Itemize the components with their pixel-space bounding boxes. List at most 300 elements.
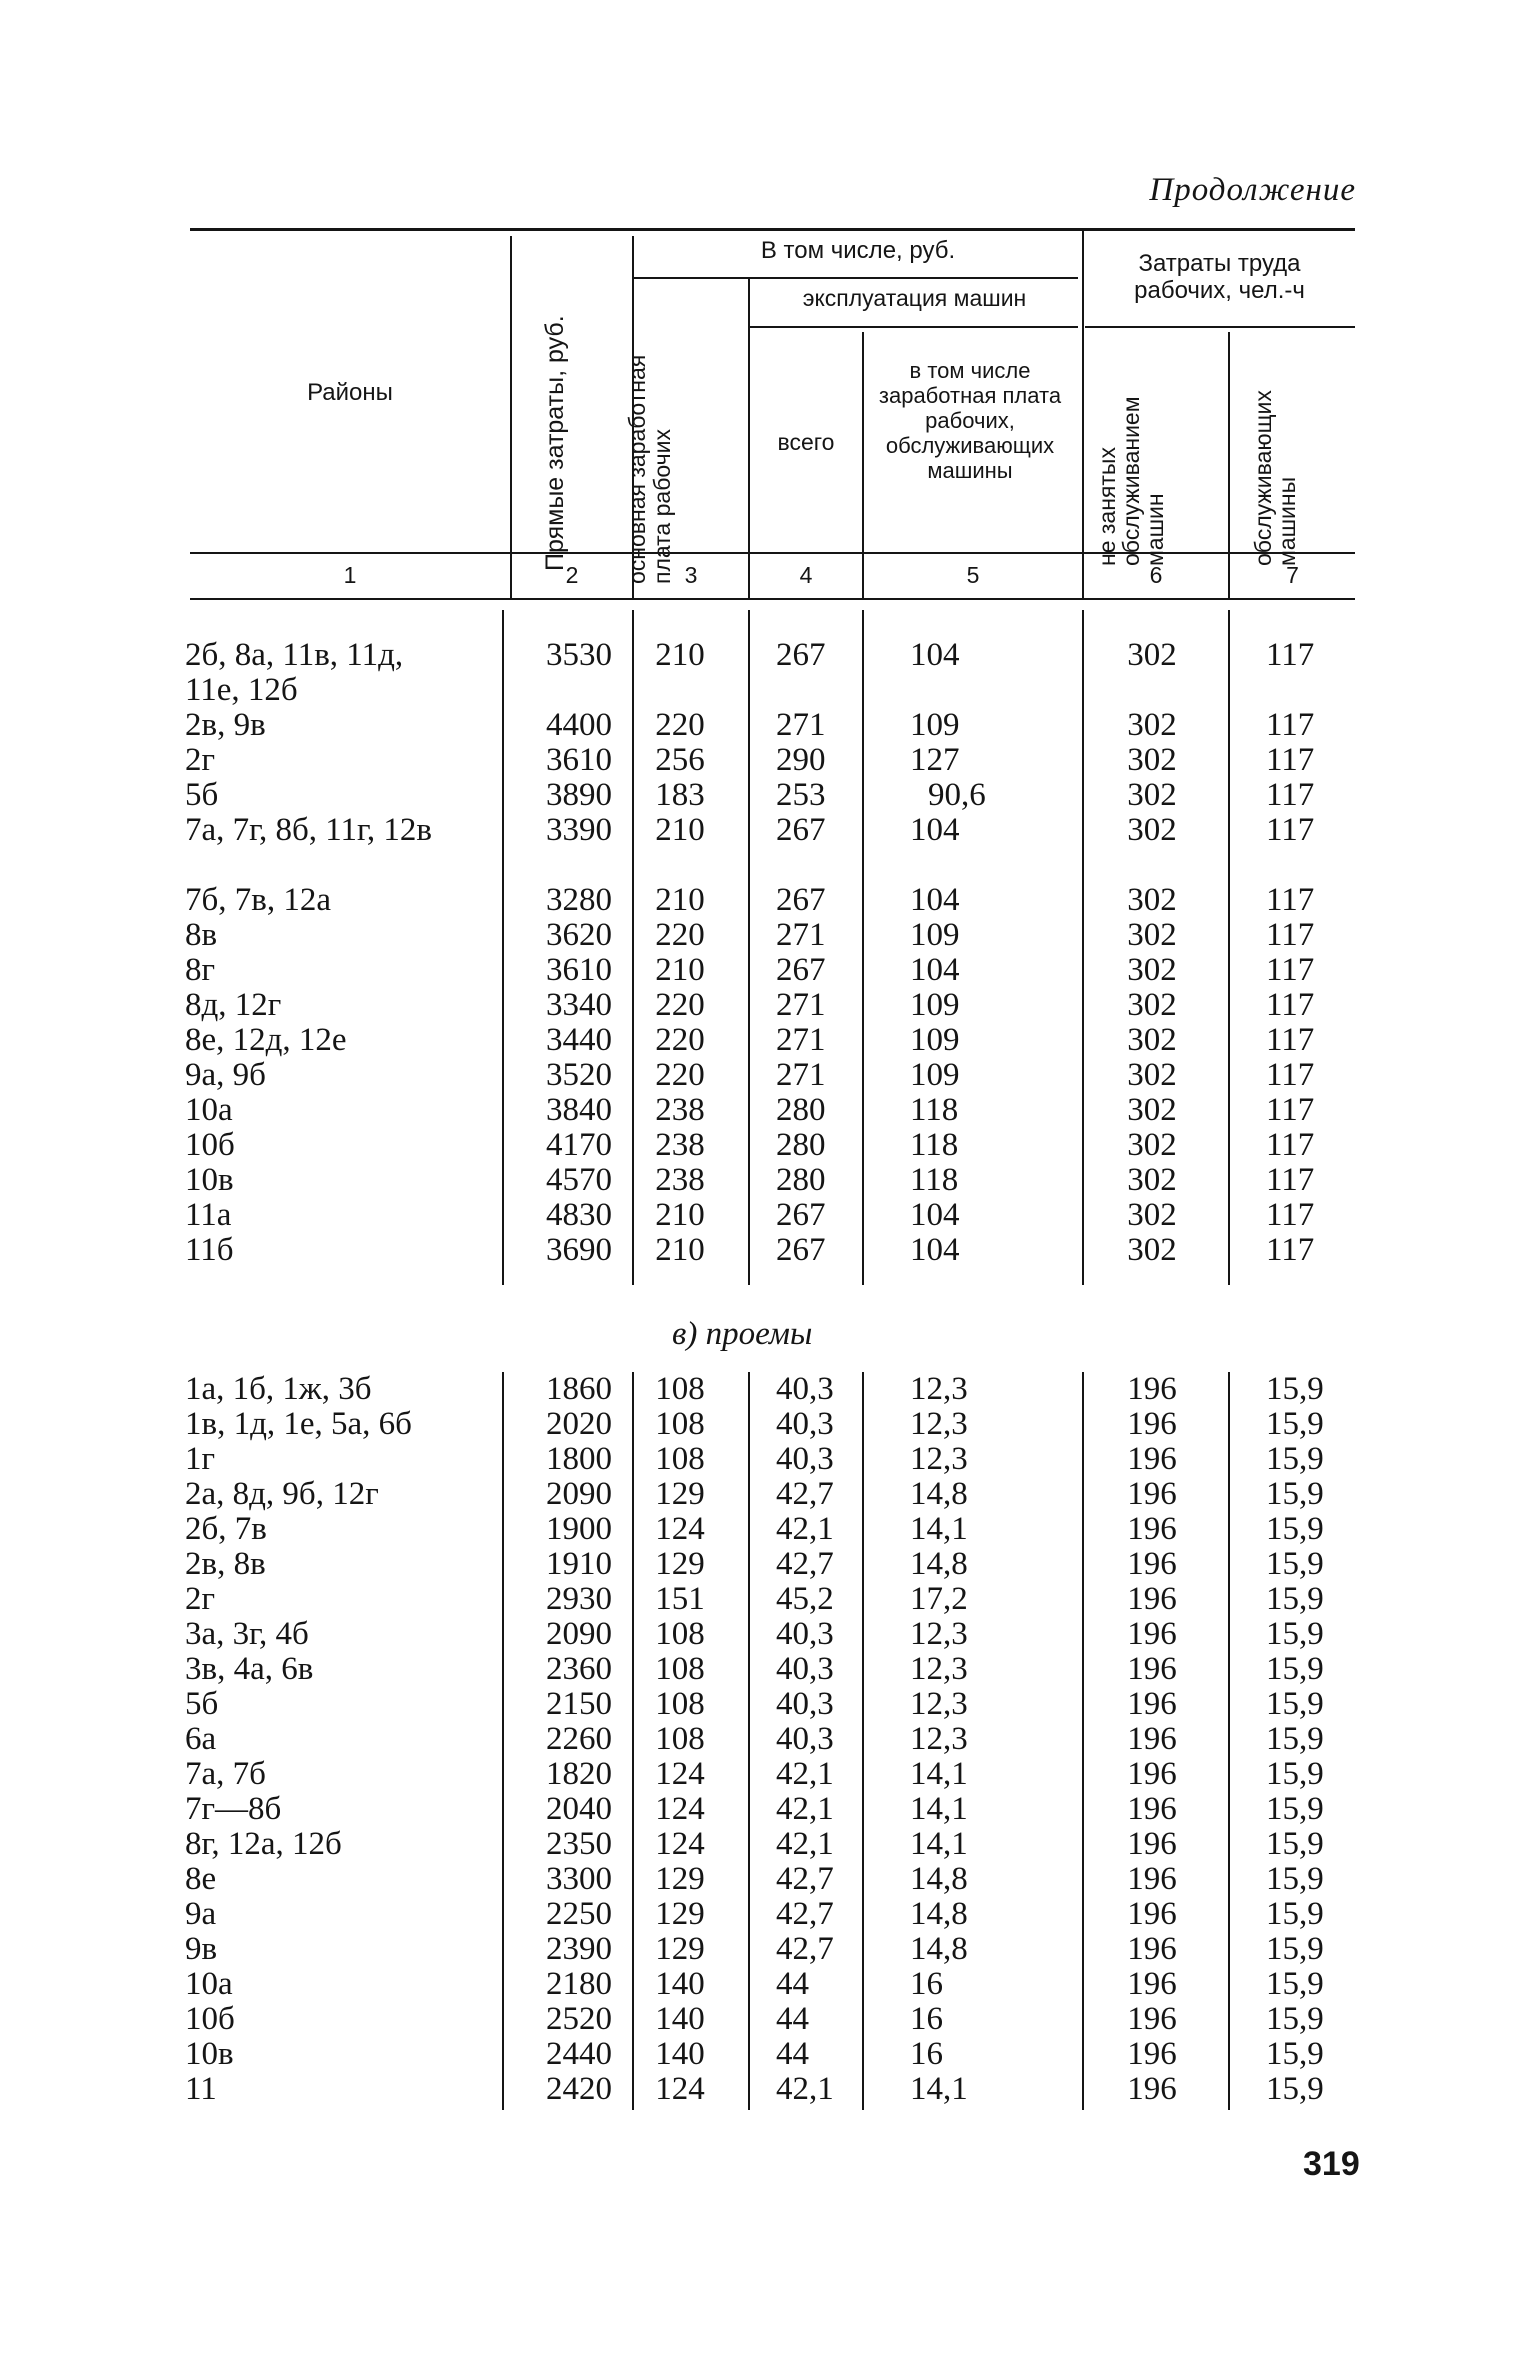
wages-cell: 108 [655,1371,705,1407]
district-cell: 10а [185,1966,233,2002]
header-districts: Районы [307,379,393,406]
header-divider-1 [510,236,512,598]
district-cell: 2б, 7в [185,1511,267,1547]
machine-wages-cell: 12,3 [910,1441,968,1477]
labor-not-serving-cell: 196 [1127,1896,1177,1932]
district-cell: 7а, 7г, 8б, 11г, 12в [185,812,432,848]
wages-cell: 238 [655,1092,705,1128]
labor-serving-cell: 15,9 [1266,1371,1324,1407]
machines-cell: 42,7 [776,1896,834,1932]
direct-cost-cell: 2440 [546,2036,612,2072]
rule-including-group [633,277,1078,279]
table-row [0,1792,1536,1827]
labor-serving-cell: 117 [1266,1057,1315,1093]
table-row [0,1617,1536,1652]
machine-wages-cell: 14,8 [910,1476,968,1512]
machine-wages-cell: 14,8 [910,1896,968,1932]
direct-cost-cell: 3610 [546,742,612,778]
district-cell: 1в, 1д, 1е, 5а, 6б [185,1406,412,1442]
labor-not-serving-cell: 196 [1127,1476,1177,1512]
labor-not-serving-cell: 196 [1127,1686,1177,1722]
district-cell: 6а [185,1721,217,1757]
table-row [0,1128,1536,1163]
table-row [0,1652,1536,1687]
machine-wages-cell: 104 [910,812,960,848]
district-cell: 10в [185,1162,234,1198]
table-row [0,1547,1536,1582]
labor-serving-cell: 15,9 [1266,1651,1324,1687]
district-cell: 1а, 1б, 1ж, 3б [185,1371,372,1407]
header-base-wages: основная заработная плата рабочих [624,354,675,584]
labor-not-serving-cell: 302 [1127,952,1177,988]
direct-cost-cell: 3280 [546,882,612,918]
labor-serving-cell: 15,9 [1266,2001,1324,2037]
direct-cost-cell: 4830 [546,1197,612,1233]
labor-serving-cell: 15,9 [1266,1966,1324,2002]
machines-cell: 271 [776,1022,826,1058]
district-cell: 11 [185,2071,217,2107]
machine-wages-cell: 109 [910,987,960,1023]
machines-cell: 42,1 [776,1756,834,1792]
labor-not-serving-cell: 302 [1127,742,1177,778]
wages-cell: 129 [655,1546,705,1582]
labor-serving-cell: 15,9 [1266,1581,1324,1617]
direct-cost-cell: 3440 [546,1022,612,1058]
rule-machines-group [748,326,1078,328]
labor-not-serving-cell: 196 [1127,1581,1177,1617]
machine-wages-cell: 14,8 [910,1861,968,1897]
machine-wages-cell: 16 [910,2036,943,2072]
direct-cost-cell: 3390 [546,812,612,848]
district-cell: 2в, 9в [185,707,266,743]
labor-not-serving-cell: 196 [1127,1406,1177,1442]
table-row [0,1967,1536,2002]
district-cell: 3а, 3г, 4б [185,1616,309,1652]
machine-wages-cell: 14,8 [910,1546,968,1582]
machines-cell: 42,7 [776,1931,834,1967]
wages-cell: 108 [655,1616,705,1652]
table-row [0,988,1536,1023]
wages-cell: 129 [655,1476,705,1512]
direct-cost-cell: 3620 [546,917,612,953]
direct-cost-cell: 1900 [546,1511,612,1547]
labor-not-serving-cell: 302 [1127,637,1177,673]
direct-cost-cell: 1800 [546,1441,612,1477]
wages-cell: 220 [655,707,705,743]
labor-serving-cell: 117 [1266,882,1315,918]
machines-cell: 267 [776,1197,826,1233]
machine-wages-cell: 14,1 [910,1791,968,1827]
labor-serving-cell: 117 [1266,1162,1315,1198]
direct-cost-cell: 2260 [546,1721,612,1757]
labor-serving-cell: 15,9 [1266,1791,1324,1827]
table-row [0,953,1536,988]
direct-cost-cell: 2390 [546,1931,612,1967]
machine-wages-cell: 12,3 [910,1686,968,1722]
labor-serving-cell: 117 [1266,1022,1315,1058]
wages-cell: 129 [655,1896,705,1932]
wages-cell: 210 [655,882,705,918]
machines-cell: 40,3 [776,1441,834,1477]
district-cell: 10б [185,2001,235,2037]
district-cell: 9в [185,1931,218,1967]
labor-serving-cell: 15,9 [1266,1721,1324,1757]
table-row [0,1407,1536,1442]
labor-serving-cell: 15,9 [1266,1616,1324,1652]
column-number-6: 6 [1149,562,1163,588]
machine-wages-cell: 12,3 [910,1651,968,1687]
labor-not-serving-cell: 196 [1127,1721,1177,1757]
wages-cell: 220 [655,1057,705,1093]
machine-wages-cell: 127 [910,742,960,778]
wages-cell: 124 [655,2071,705,2107]
machine-wages-cell: 14,8 [910,1931,968,1967]
table-row [0,2002,1536,2037]
labor-not-serving-cell: 196 [1127,1861,1177,1897]
table-row [0,708,1536,743]
machines-cell: 271 [776,1057,826,1093]
table-row [0,1058,1536,1093]
column-number-2: 2 [565,562,579,588]
table-row [0,1827,1536,1862]
district-cell: 9а, 9б [185,1057,266,1093]
machine-wages-cell: 12,3 [910,1371,968,1407]
machine-wages-cell: 109 [910,1057,960,1093]
labor-serving-cell: 15,9 [1266,1756,1324,1792]
labor-serving-cell: 117 [1266,952,1315,988]
district-cell: 9а [185,1896,217,1932]
machines-cell: 40,3 [776,1686,834,1722]
machine-wages-cell: 12,3 [910,1616,968,1652]
labor-not-serving-cell: 302 [1127,987,1177,1023]
machine-wages-cell: 90,6 [928,777,986,813]
labor-serving-cell: 117 [1266,742,1315,778]
table-row [0,1198,1536,1233]
wages-cell: 108 [655,1686,705,1722]
labor-not-serving-cell: 196 [1127,1616,1177,1652]
table-row [0,1862,1536,1897]
labor-not-serving-cell: 196 [1127,1826,1177,1862]
machines-cell: 40,3 [776,1406,834,1442]
machine-wages-cell: 104 [910,952,960,988]
direct-cost-cell: 2930 [546,1581,612,1617]
wages-cell: 124 [655,1511,705,1547]
wages-cell: 210 [655,637,705,673]
header-divider-3 [748,278,750,598]
district-cell: 11б [185,1232,234,1268]
direct-cost-cell: 2360 [546,1651,612,1687]
wages-cell: 238 [655,1127,705,1163]
page-number: 319 [1303,2145,1360,2183]
machines-cell: 267 [776,952,826,988]
labor-not-serving-cell: 196 [1127,2036,1177,2072]
wages-cell: 210 [655,1232,705,1268]
district-cell: 8е [185,1861,217,1897]
labor-not-serving-cell: 302 [1127,1057,1177,1093]
labor-not-serving-cell: 196 [1127,1511,1177,1547]
labor-serving-cell: 15,9 [1266,1441,1324,1477]
machines-cell: 280 [776,1127,826,1163]
machine-wages-cell: 118 [910,1092,959,1128]
wages-cell: 183 [655,777,705,813]
labor-not-serving-cell: 196 [1127,1931,1177,1967]
column-number-3: 3 [684,562,698,588]
table-row [0,1023,1536,1058]
table-row [0,1687,1536,1722]
labor-serving-cell: 117 [1266,707,1315,743]
direct-cost-cell: 2150 [546,1686,612,1722]
direct-cost-cell: 3300 [546,1861,612,1897]
district-cell: 8д, 12г [185,987,282,1023]
machines-cell: 42,1 [776,1791,834,1827]
labor-not-serving-cell: 196 [1127,2001,1177,2037]
machine-wages-cell: 12,3 [910,1721,968,1757]
machines-cell: 271 [776,987,826,1023]
table-row [0,637,1536,708]
direct-cost-cell: 2420 [546,2071,612,2107]
direct-cost-cell: 4170 [546,1127,612,1163]
column-number-4: 4 [799,562,813,588]
column-number-5: 5 [966,562,980,588]
machine-wages-cell: 17,2 [910,1581,968,1617]
machine-wages-cell: 14,1 [910,2071,968,2107]
district-cell: 8г [185,952,216,988]
district-cell: 10б [185,1127,235,1163]
machines-cell: 44 [776,1966,809,2002]
wages-cell: 124 [655,1826,705,1862]
district-cell: 10в [185,2036,234,2072]
direct-cost-cell: 2090 [546,1616,612,1652]
table-row [0,778,1536,813]
wages-cell: 124 [655,1791,705,1827]
machines-cell: 271 [776,917,826,953]
wages-cell: 210 [655,1197,705,1233]
labor-serving-cell: 15,9 [1266,1686,1324,1722]
direct-cost-cell: 3610 [546,952,612,988]
labor-not-serving-cell: 302 [1127,1022,1177,1058]
labor-not-serving-cell: 302 [1127,1162,1177,1198]
machines-cell: 42,7 [776,1861,834,1897]
labor-serving-cell: 117 [1266,987,1315,1023]
column-number-7: 7 [1286,562,1299,588]
direct-cost-cell: 3890 [546,777,612,813]
table-row [0,1582,1536,1617]
wages-cell: 220 [655,1022,705,1058]
district-cell: 2в, 8в [185,1546,266,1582]
wages-cell: 238 [655,1162,705,1198]
labor-not-serving-cell: 302 [1127,707,1177,743]
labor-not-serving-cell: 196 [1127,1546,1177,1582]
wages-cell: 210 [655,812,705,848]
machines-cell: 267 [776,812,826,848]
machines-cell: 40,3 [776,1616,834,1652]
section-title: в) проемы [672,1316,813,1352]
table-row [0,1163,1536,1198]
machines-cell: 280 [776,1162,826,1198]
direct-cost-cell: 1910 [546,1546,612,1582]
labor-serving-cell: 15,9 [1266,1546,1324,1582]
labor-not-serving-cell: 302 [1127,917,1177,953]
direct-cost-cell: 3530 [546,637,612,673]
machine-wages-cell: 12,3 [910,1406,968,1442]
machines-cell: 42,1 [776,1511,834,1547]
direct-cost-cell: 2090 [546,1476,612,1512]
machines-cell: 267 [776,637,826,673]
labor-serving-cell: 117 [1266,812,1315,848]
header-machines-total: всего [777,429,835,455]
header-machines-group: эксплуатация машин [802,285,1027,311]
machines-cell: 267 [776,1232,826,1268]
machines-cell: 44 [776,2001,809,2037]
machines-cell: 42,1 [776,1826,834,1862]
labor-not-serving-cell: 196 [1127,1791,1177,1827]
rule-labor-group [1085,326,1355,328]
machine-wages-cell: 109 [910,1022,960,1058]
table-row [0,1757,1536,1792]
machines-cell: 280 [776,1092,826,1128]
machine-wages-cell: 14,1 [910,1511,968,1547]
machines-cell: 42,7 [776,1476,834,1512]
rule-below-column-numbers [190,598,1355,600]
district-cell: 2б, 8а, 11в, 11д, 11е, 12б [185,637,404,708]
header-divider-4 [862,332,864,598]
labor-not-serving-cell: 302 [1127,1092,1177,1128]
direct-cost-cell: 3520 [546,1057,612,1093]
labor-not-serving-cell: 196 [1127,2071,1177,2107]
labor-serving-cell: 15,9 [1266,2036,1324,2072]
wages-cell: 129 [655,1931,705,1967]
direct-cost-cell: 4570 [546,1162,612,1198]
machine-wages-cell: 104 [910,882,960,918]
direct-cost-cell: 1820 [546,1756,612,1792]
labor-serving-cell: 117 [1266,1127,1315,1163]
table-row [0,918,1536,953]
machines-cell: 42,7 [776,1546,834,1582]
machine-wages-cell: 109 [910,917,960,953]
direct-cost-cell: 3690 [546,1232,612,1268]
district-cell: 2г [185,1581,216,1617]
machines-cell: 42,1 [776,2071,834,2107]
machine-wages-cell: 104 [910,1232,960,1268]
district-cell: 8в [185,917,218,953]
wages-cell: 140 [655,1966,705,2002]
machine-wages-cell: 109 [910,707,960,743]
table-row [0,883,1536,918]
header-labor-serving: обслуживающих машины [1250,390,1300,566]
continuation-label: Продолжение [1149,172,1356,208]
wages-cell: 256 [655,742,705,778]
machine-wages-cell: 16 [910,1966,943,2002]
labor-serving-cell: 15,9 [1266,1896,1324,1932]
labor-serving-cell: 15,9 [1266,2071,1324,2107]
labor-not-serving-cell: 302 [1127,812,1177,848]
wages-cell: 108 [655,1721,705,1757]
machines-cell: 271 [776,707,826,743]
table-row [0,743,1536,778]
table-row [0,1722,1536,1757]
labor-serving-cell: 15,9 [1266,1861,1324,1897]
labor-not-serving-cell: 196 [1127,1371,1177,1407]
labor-serving-cell: 117 [1266,917,1315,953]
direct-cost-cell: 4400 [546,707,612,743]
labor-serving-cell: 117 [1266,637,1315,673]
machine-wages-cell: 14,1 [910,1826,968,1862]
direct-cost-cell: 2020 [546,1406,612,1442]
labor-not-serving-cell: 302 [1127,882,1177,918]
district-cell: 5б [185,1686,219,1722]
header-labor-group: Затраты труда рабочих, чел.-ч [1134,250,1305,304]
district-cell: 11а [185,1197,232,1233]
district-cell: 7б, 7в, 12а [185,882,332,918]
wages-cell: 220 [655,987,705,1023]
table-row [0,1897,1536,1932]
labor-serving-cell: 117 [1266,1197,1315,1233]
machines-cell: 44 [776,2036,809,2072]
direct-cost-cell: 2040 [546,1791,612,1827]
header-divider-6 [1228,332,1230,598]
machine-wages-cell: 14,1 [910,1756,968,1792]
district-cell: 2г [185,742,216,778]
labor-serving-cell: 15,9 [1266,1406,1324,1442]
header-direct-costs: Прямые затраты, руб. [541,315,569,571]
district-cell: 10а [185,1092,233,1128]
machine-wages-cell: 16 [910,2001,943,2037]
wages-cell: 108 [655,1651,705,1687]
wages-cell: 140 [655,2001,705,2037]
table-row [0,1233,1536,1268]
wages-cell: 220 [655,917,705,953]
header-including-group: В том числе, руб. [760,237,956,264]
table-top-rule [190,228,1355,231]
labor-serving-cell: 117 [1266,777,1315,813]
direct-cost-cell: 3340 [546,987,612,1023]
labor-not-serving-cell: 196 [1127,1966,1177,2002]
table-row [0,1442,1536,1477]
direct-cost-cell: 2350 [546,1826,612,1862]
district-cell: 2а, 8д, 9б, 12г [185,1476,379,1512]
direct-cost-cell: 2520 [546,2001,612,2037]
wages-cell: 210 [655,952,705,988]
table-row [0,2072,1536,2107]
district-cell: 8е, 12д, 12е [185,1022,347,1058]
district-cell: 5б [185,777,219,813]
labor-serving-cell: 117 [1266,1232,1315,1268]
machines-cell: 40,3 [776,1371,834,1407]
table-row [0,1932,1536,1967]
district-cell: 7а, 7б [185,1756,266,1792]
column-number-1: 1 [343,562,357,588]
labor-serving-cell: 15,9 [1266,1511,1324,1547]
header-labor-not-serving: не занятых обслуживанием машин [1094,396,1168,566]
header-divider-5 [1082,230,1084,598]
machine-wages-cell: 104 [910,1197,960,1233]
machine-wages-cell: 118 [910,1162,959,1198]
wages-cell: 108 [655,1441,705,1477]
wages-cell: 151 [655,1581,705,1617]
labor-not-serving-cell: 196 [1127,1441,1177,1477]
table-row [0,2037,1536,2072]
district-cell: 3в, 4а, 6в [185,1651,314,1687]
wages-cell: 129 [655,1861,705,1897]
labor-not-serving-cell: 302 [1127,1127,1177,1163]
machine-wages-cell: 104 [910,637,960,673]
machines-cell: 290 [776,742,826,778]
table-row [0,1477,1536,1512]
labor-serving-cell: 15,9 [1266,1826,1324,1862]
table-row [0,1093,1536,1128]
direct-cost-cell: 1860 [546,1371,612,1407]
district-cell: 8г, 12а, 12б [185,1826,342,1862]
